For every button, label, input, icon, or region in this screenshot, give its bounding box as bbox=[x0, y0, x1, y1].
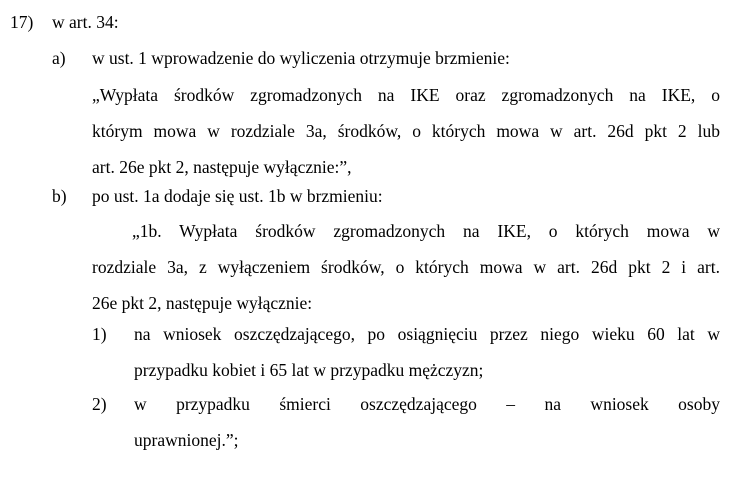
sub-item-2-line1: w przypadku śmierci oszczędzającego – na wniosek osoby bbox=[134, 394, 720, 414]
point-a-quote-line1: „Wypłata środków zgromadzonych na IKE oraz zgromadzonych na IKE, o bbox=[92, 85, 720, 105]
point-b-quote-line3: 26e pkt 2, następuje wyłącznie: bbox=[92, 293, 313, 313]
sub-item-2-number: 2) bbox=[92, 394, 107, 414]
item-intro: w art. 34: bbox=[52, 12, 119, 32]
point-a-letter: a) bbox=[52, 48, 66, 68]
point-b-quote-line2: rozdziale 3a, z wyłączeniem środków, o których mowa w art. 26d pkt 2 i art. bbox=[92, 257, 720, 277]
sub-item-2-line2: uprawnionej.”; bbox=[134, 430, 239, 450]
sub-item-1-line1: na wniosek oszczędzającego, po osiągnięciu przez niego wieku 60 lat w bbox=[134, 324, 720, 344]
sub-item-1-line2: przypadku kobiet i 65 lat w przypadku mężczyzn; bbox=[134, 360, 484, 380]
point-b-quote-line1: „1b. Wypłata środków zgromadzonych na IKE, o których mowa w bbox=[132, 221, 720, 241]
sub-item-1-number: 1) bbox=[92, 324, 107, 344]
point-b-intro: po ust. 1a dodaje się ust. 1b w brzmieniu: bbox=[92, 186, 383, 206]
point-a-intro: w ust. 1 wprowadzenie do wyliczenia otrzymuje brzmienie: bbox=[92, 48, 510, 68]
point-a-quote-line3: art. 26e pkt 2, następuje wyłącznie:”, bbox=[92, 157, 352, 177]
point-a-quote-line2: którym mowa w rozdziale 3a, środków, o których mowa w art. 26d pkt 2 lub bbox=[92, 121, 720, 141]
item-number: 17) bbox=[10, 12, 34, 32]
point-b-letter: b) bbox=[52, 186, 67, 206]
